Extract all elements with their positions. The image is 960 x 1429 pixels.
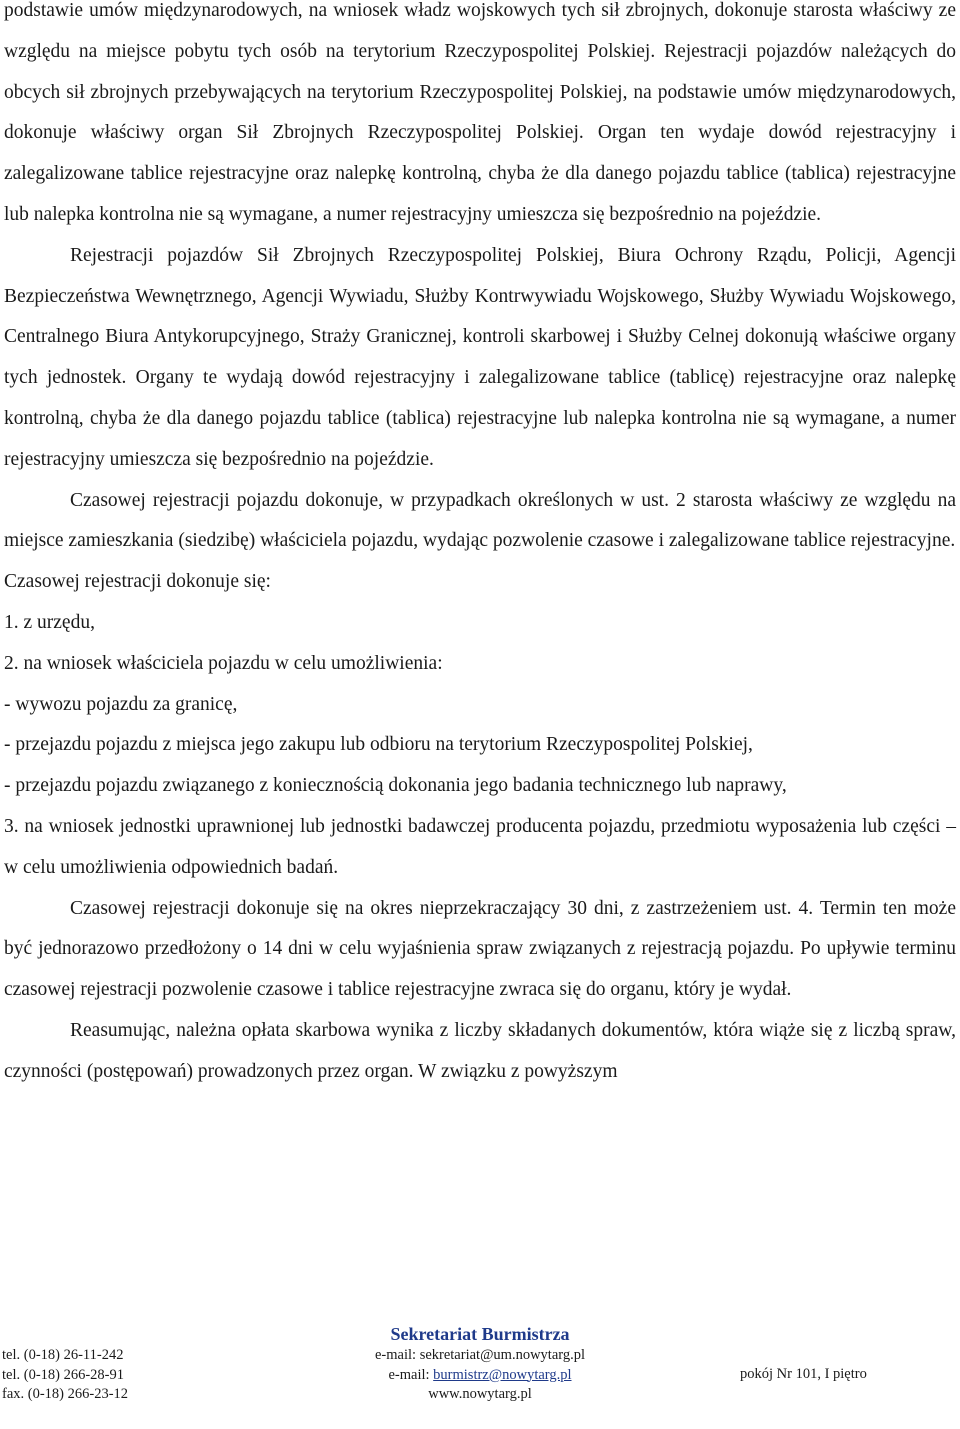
list-heading: Czasowej rejestracji dokonuje się: (4, 571, 271, 593)
mayor-email-link[interactable]: burmistrz@nowytarg.pl (433, 1366, 572, 1383)
footer-contact (300, 1346, 660, 1405)
list-subitem-transfer: - przejazdu pojazdu z miejsca jego zakupu lub odbioru na terytorium Rzeczypospolitej Polskiej, (4, 734, 753, 756)
list-subitem-export: - wywozu pojazdu za granicę, (4, 693, 238, 715)
list-item-1: 1. z urzędu, (4, 611, 95, 633)
paragraph-registration-period: Czasowej rejestracji dokonuje się na okres nieprzekraczający 30 dni, z zastrzeżeniem ust. 4. Termin ten może być jednorazowo przedłożony o 14 dni w celu wyjaśnienia spraw związanych z rejestracją pojazdu. Po upływie terminu czasowej rejestracji pozwolenie czasowe i tablice rejestracyjne zwraca się do organu, który je wydał. (4, 897, 956, 1001)
list-subitem-inspection: - przejazdu pojazdu związanego z koniecznością dokonania jego badania technicznego lub naprawy, (4, 775, 787, 797)
footer-email-secretariat: e-mail: sekretariat@um.nowytarg.pl (375, 1347, 585, 1363)
page-footer (0, 1318, 960, 1429)
footer-title: Sekretariat Burmistrza (390, 1324, 570, 1344)
list-item-3: 3. na wniosek jednostki uprawnionej lub jednostki badawczej producenta pojazdu, przedmiotu wyposażenia lub części – w celu umożliwienia odpowiednich badań. (4, 815, 956, 878)
paragraph-temporary-registration: Czasowej rejestracji pojazdu dokonuje, w przypadkach określonych w ust. 2 starosta właściwy ze względu na miejsce zamieszkania (siedzibę) właściciela pojazdu, wydając pozwolenie czasowe i zalegalizowane tablice rejestracyjne. (4, 489, 956, 552)
footer-room: pokój Nr 101, I piętro (740, 1366, 867, 1382)
footer-fax: fax. (0-18) 266-23-12 (2, 1386, 129, 1402)
paragraph-foreign-forces-registration: podstawie umów międzynarodowych, na wniosek władz wojskowych tych sił zbrojnych, dokonuje starosta właściwy ze względu na miejsce pobytu tych osób na terytorium Rzeczypospolitej Polskiej. Rejestracji pojazdów należących do obcych sił zbrojnych przebywających na terytorium Rzeczypospolitej Polskiej, na podstawie umów międzynarodowych, dokonuje właściwy organ Sił Zbrojnych Rzeczypospolitej Polskiej. Organ ten wydaje dowód rejestracyjny i zalegalizowane tablice rejestracyjne oraz nalepkę kontrolną, chyba że dla danego pojazdu tablice (tablica) rejestracyjne lub nalepka kontrolna nie są wymagane, a numer rejestracyjny umieszcza się bezpośrednio na pojeździe. (4, 0, 956, 225)
document-body (4, 0, 956, 1093)
footer-phone-1: tel. (0-18) 26-11-242 (2, 1347, 124, 1363)
list-item-2: 2. na wniosek właściciela pojazdu w celu umożliwienia: (4, 652, 443, 674)
footer-phone-2: tel. (0-18) 266-28-91 (2, 1366, 125, 1383)
footer-website: www.nowytarg.pl (428, 1386, 532, 1402)
footer-email-mayor (300, 1366, 660, 1386)
paragraph-uniformed-services-registration: Rejestracji pojazdów Sił Zbrojnych Rzeczypospolitej Polskiej, Biura Ochrony Rządu, Policji, Agencji Bezpieczeństwa Wewnętrznego, Agencji Wywiadu, Służby Kontrwywiadu Wojskowego, Służby Wywiadu Wojskowego, Centralnego Biura Antykorupcyjnego, Straży Granicznej, kontroli skarbowej i Służby Celnej dokonują właściwe organy tych jednostek. Organy te wydają dowód rejestracyjny i zalegalizowane tablice (tablicę) rejestracyjne oraz nalepkę kontrolną, chyba że dla danego pojazdu tablice (tablica) rejestracyjne lub nalepka kontrolna nie są wymagane, a numer rejestracyjny umieszcza się bezpośrednio na pojeździe. (4, 244, 956, 470)
footer-phones (2, 1346, 252, 1405)
footer-email-label: e-mail: (388, 1366, 434, 1383)
paragraph-summary: Reasumując, należna opłata skarbowa wynika z liczby składanych dokumentów, która wiąże się z liczbą spraw, czynności (postępowań) prowadzonych przez organ. W związku z powyższym (4, 1019, 956, 1082)
